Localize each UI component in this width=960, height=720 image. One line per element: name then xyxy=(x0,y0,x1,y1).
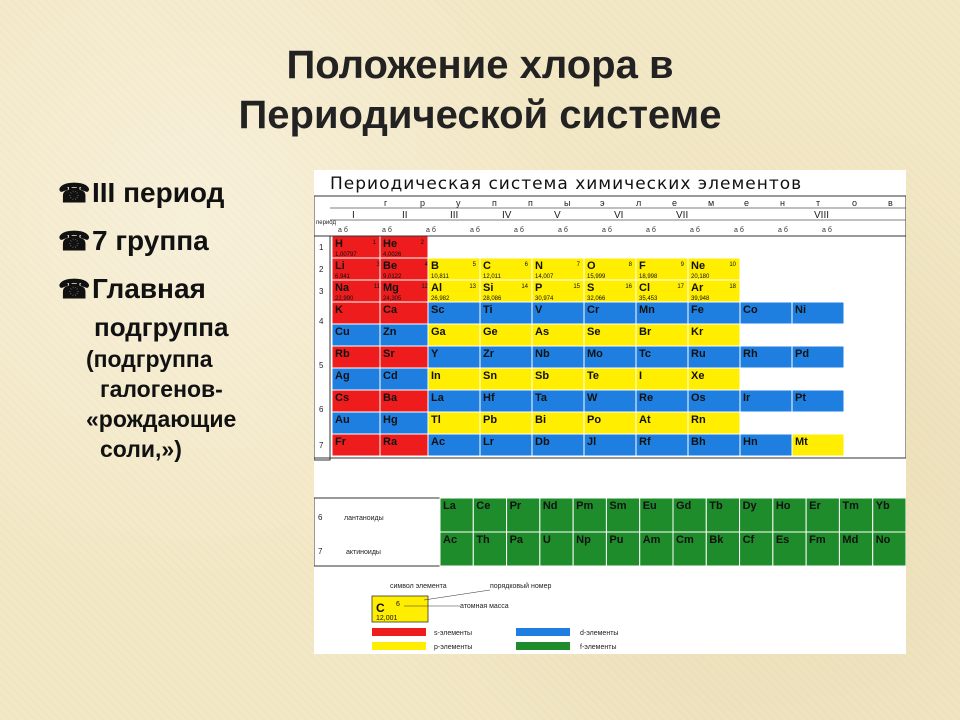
header-letter: т xyxy=(816,198,821,208)
element-symbol: He xyxy=(383,238,398,250)
element-mass: 4,0026 xyxy=(383,252,402,258)
bullet-subgroup: ☎ Главная xyxy=(58,273,206,304)
element-symbol: V xyxy=(535,304,543,316)
element-symbol: Tc xyxy=(639,348,652,360)
element-symbol: Ne xyxy=(691,260,706,272)
subgroup-letter: а б xyxy=(558,227,568,234)
header-letter: г xyxy=(384,198,388,208)
empty-space xyxy=(428,236,906,258)
element-symbol: Al xyxy=(431,282,442,294)
element-symbol: Hn xyxy=(743,436,758,448)
element-symbol: Rf xyxy=(639,436,651,448)
subgroup-letter: а б xyxy=(690,227,700,234)
element-mass: 14,007 xyxy=(535,274,554,280)
element-symbol: Gd xyxy=(676,500,692,512)
header-letter: м xyxy=(708,198,715,208)
lanthanides-label: лантаноиды xyxy=(344,515,384,522)
element-number: 17 xyxy=(677,284,684,290)
element-number: 18 xyxy=(729,284,736,290)
header-letter: р xyxy=(420,198,426,208)
element-symbol: Cs xyxy=(335,392,350,404)
header-letter: п xyxy=(528,198,533,208)
element-symbol: Nb xyxy=(535,348,550,360)
element-number: 8 xyxy=(628,262,632,268)
legend-pointer xyxy=(424,590,490,600)
header-letter: л xyxy=(636,198,642,208)
element-symbol: Yb xyxy=(875,500,890,512)
telephone-icon: ☎ xyxy=(58,274,91,304)
element-symbol: Cf xyxy=(742,534,755,546)
element-symbol: Pt xyxy=(795,392,806,404)
header-letter: е xyxy=(672,198,678,208)
telephone-icon: ☎ xyxy=(58,226,91,256)
sub-bullet-line-1: (подгруппа xyxy=(86,346,213,372)
element-symbol: Pd xyxy=(795,348,810,360)
element-mass: 26,982 xyxy=(431,296,450,302)
element-symbol: Ac xyxy=(443,534,458,546)
element-symbol: Ir xyxy=(743,392,751,404)
element-symbol: S xyxy=(587,282,595,294)
element-symbol: Ta xyxy=(535,392,548,404)
element-symbol: Sn xyxy=(483,370,498,382)
period-number: 1 xyxy=(319,243,324,252)
period-header: период xyxy=(316,220,336,226)
element-number: 12 xyxy=(421,284,428,290)
element-symbol: O xyxy=(587,260,596,272)
element-symbol: Ag xyxy=(335,370,350,382)
subgroup-letter: а б xyxy=(426,227,436,234)
legend-s-label: s-элементы xyxy=(434,630,473,637)
header-letter: о xyxy=(852,198,858,208)
element-symbol: Pu xyxy=(609,534,624,546)
legend-p-swatch xyxy=(372,642,426,650)
group-numeral: V xyxy=(554,210,561,221)
legend-f-swatch xyxy=(516,642,570,650)
sub-bullet-line-2: галогенов- xyxy=(100,376,223,402)
element-number: 15 xyxy=(573,284,580,290)
element-mass: 32,066 xyxy=(587,296,606,302)
header-letter: ы xyxy=(564,198,571,208)
element-symbol: Si xyxy=(483,282,494,294)
element-symbol: U xyxy=(542,534,551,546)
legend-p-label: p-элементы xyxy=(434,644,473,651)
element-mass: 39,948 xyxy=(691,296,710,302)
element-mass: 1,00797 xyxy=(335,252,357,258)
element-symbol: Er xyxy=(809,500,821,512)
subgroup-letter: а б xyxy=(338,227,348,234)
legend-d-swatch xyxy=(516,628,570,636)
element-symbol: As xyxy=(535,326,550,338)
element-symbol: Cm xyxy=(676,534,694,546)
element-symbol: H xyxy=(335,238,343,250)
element-number: 14 xyxy=(521,284,528,290)
element-symbol: Fr xyxy=(335,436,346,448)
element-symbol: Sr xyxy=(383,348,395,360)
subgroup-letter: а б xyxy=(514,227,524,234)
element-symbol: Pb xyxy=(483,414,498,426)
legend-sample-mass: 12,001 xyxy=(376,615,398,622)
element-symbol: I xyxy=(639,370,643,382)
subgroup-letter: а б xyxy=(646,227,656,234)
element-symbol: Ce xyxy=(476,500,491,512)
element-symbol: Sm xyxy=(609,500,627,512)
element-symbol: Bk xyxy=(709,534,724,546)
element-symbol: Th xyxy=(476,534,490,546)
element-symbol: Pa xyxy=(509,534,524,546)
element-symbol: Sb xyxy=(535,370,550,382)
element-symbol: Na xyxy=(335,282,350,294)
element-cell xyxy=(636,368,688,390)
element-symbol: Ge xyxy=(483,326,498,338)
element-symbol: K xyxy=(335,304,343,316)
element-mass: 30,974 xyxy=(535,296,554,302)
element-mass: 22,990 xyxy=(335,296,354,302)
element-symbol: Db xyxy=(535,436,550,448)
header-letter: у xyxy=(456,198,461,208)
title-line-2: Периодической системе xyxy=(238,93,722,137)
element-mass: 28,086 xyxy=(483,296,502,302)
header-letter: в xyxy=(888,198,893,208)
element-symbol: Ba xyxy=(383,392,398,404)
group-numeral: VI xyxy=(614,210,624,221)
element-symbol: Te xyxy=(587,370,600,382)
element-mass: 35,453 xyxy=(639,296,658,302)
element-symbol: Bi xyxy=(535,414,546,426)
element-symbol: Cl xyxy=(639,282,650,294)
element-symbol: Mn xyxy=(639,304,655,316)
element-mass: 6,941 xyxy=(335,274,351,280)
subgroup-letter: а б xyxy=(602,227,612,234)
element-symbol: Ar xyxy=(691,282,704,294)
period-number: 2 xyxy=(319,265,324,274)
element-mass: 9,0122 xyxy=(383,274,402,280)
element-symbol: Xe xyxy=(691,370,705,382)
element-symbol: Rh xyxy=(743,348,758,360)
element-symbol: Ti xyxy=(483,304,493,316)
element-symbol: Pr xyxy=(509,500,522,512)
element-symbol: Zn xyxy=(383,326,397,338)
element-symbol: Ac xyxy=(431,436,446,448)
element-symbol: Md xyxy=(842,534,859,546)
element-symbol: Rn xyxy=(691,414,706,426)
element-mass: 12,011 xyxy=(483,274,501,280)
subgroup-letter: а б xyxy=(778,227,788,234)
header-letter: н xyxy=(780,198,785,208)
element-symbol: No xyxy=(875,534,891,546)
element-symbol: Se xyxy=(587,326,601,338)
bullet-subgroup-line: подгруппа xyxy=(94,312,229,342)
element-symbol: Jl xyxy=(587,436,597,448)
header-letter: э xyxy=(600,198,605,208)
element-symbol: Ni xyxy=(795,304,806,316)
element-symbol: Mt xyxy=(795,436,808,448)
element-symbol: B xyxy=(431,260,439,272)
element-symbol: La xyxy=(431,392,444,404)
group-numeral: VII xyxy=(676,210,689,221)
element-symbol: Os xyxy=(691,392,706,404)
period-number: 7 xyxy=(319,441,324,450)
element-number: 2 xyxy=(420,240,424,246)
element-symbol: Tl xyxy=(431,414,441,426)
element-symbol: Am xyxy=(642,534,661,546)
element-symbol: Np xyxy=(576,534,591,546)
element-symbol: Fe xyxy=(691,304,704,316)
element-mass: 10,811 xyxy=(431,274,449,280)
subgroup-letter: а б xyxy=(734,227,744,234)
element-symbol: Li xyxy=(335,260,345,272)
element-symbol: Cr xyxy=(587,304,600,316)
actinides-label: актиноиды xyxy=(346,549,381,556)
element-symbol: Po xyxy=(587,414,602,426)
element-number: 5 xyxy=(472,262,476,268)
element-mass: 20,180 xyxy=(691,274,710,280)
element-symbol: Sc xyxy=(431,304,445,316)
element-symbol: Ru xyxy=(691,348,706,360)
legend-symbol-label: символ элемента xyxy=(390,583,447,590)
legend-sample-number: 6 xyxy=(396,601,400,608)
period-number: 5 xyxy=(319,361,324,370)
bullet-list xyxy=(58,176,308,462)
element-symbol: Ra xyxy=(383,436,398,448)
element-symbol: At xyxy=(639,414,651,426)
f-period: 6 xyxy=(318,513,323,522)
legend-sample-symbol: C xyxy=(376,601,385,615)
subgroup-letter: а б xyxy=(382,227,392,234)
legend-mass-label: атомная масса xyxy=(460,603,509,610)
element-symbol: Re xyxy=(639,392,654,404)
header-letter: п xyxy=(492,198,497,208)
sub-bullet-line-4: соли,») xyxy=(100,436,182,462)
element-symbol: Ho xyxy=(775,500,791,512)
element-number: 4 xyxy=(424,262,428,268)
header-letter: е xyxy=(744,198,750,208)
element-number: 1 xyxy=(372,240,376,246)
legend-f-label: f-элементы xyxy=(580,644,617,651)
subgroup-letter: а б xyxy=(822,227,832,234)
subgroup-letter: а б xyxy=(470,227,480,234)
title-line-1: Положение хлора в xyxy=(286,43,674,87)
element-symbol: Ca xyxy=(383,304,398,316)
bullet-period: ☎ III период xyxy=(58,177,225,208)
telephone-icon: ☎ xyxy=(58,178,91,208)
element-symbol: P xyxy=(535,282,543,294)
legend-number-label: порядковый номер xyxy=(490,583,552,590)
legend-s-swatch xyxy=(372,628,426,636)
element-number: 9 xyxy=(680,262,684,268)
period-number: 4 xyxy=(319,317,324,326)
element-symbol: Au xyxy=(335,414,350,426)
sub-bullet-line-3: «рождающие xyxy=(86,406,237,432)
legend-d-label: d-элементы xyxy=(580,630,619,637)
element-number: 3 xyxy=(376,262,380,268)
element-mass: 18,998 xyxy=(639,274,658,280)
element-symbol: Be xyxy=(383,260,398,272)
element-symbol: Eu xyxy=(642,500,657,512)
element-symbol: Lr xyxy=(483,436,494,448)
period-number: 6 xyxy=(319,405,324,414)
element-symbol: Rb xyxy=(335,348,350,360)
element-symbol: Mg xyxy=(383,282,399,294)
element-symbol: La xyxy=(443,500,456,512)
element-number: 11 xyxy=(373,284,380,290)
group-numeral: I xyxy=(352,210,355,221)
periodic-table-svg xyxy=(314,170,906,654)
periodic-table-image xyxy=(314,170,906,654)
element-symbol: Pm xyxy=(576,500,594,512)
group-numeral: III xyxy=(450,210,459,221)
element-number: 13 xyxy=(469,284,476,290)
element-symbol: Cd xyxy=(383,370,398,382)
element-symbol: Tm xyxy=(842,500,859,512)
period-number: 3 xyxy=(319,287,324,296)
element-symbol: Co xyxy=(743,304,758,316)
slide-title xyxy=(0,40,960,140)
element-symbol: Tb xyxy=(709,500,723,512)
element-symbol: Kr xyxy=(691,326,704,338)
element-symbol: Zr xyxy=(483,348,494,360)
group-numeral: II xyxy=(402,210,408,221)
element-symbol: Fm xyxy=(809,534,826,546)
element-symbol: Y xyxy=(431,348,439,360)
element-symbol: Mo xyxy=(587,348,603,360)
element-number: 7 xyxy=(576,262,580,268)
element-symbol: F xyxy=(639,260,646,272)
group-numeral: VIII xyxy=(814,210,830,221)
element-symbol: Ga xyxy=(431,326,446,338)
element-symbol: C xyxy=(483,260,491,272)
element-symbol: Br xyxy=(639,326,652,338)
element-symbol: In xyxy=(431,370,441,382)
element-number: 16 xyxy=(625,284,632,290)
element-symbol: N xyxy=(535,260,543,272)
element-symbol: Cu xyxy=(335,326,350,338)
element-symbol: W xyxy=(587,392,598,404)
element-number: 6 xyxy=(524,262,528,268)
element-symbol: Hf xyxy=(483,392,495,404)
element-symbol: Bh xyxy=(691,436,706,448)
element-symbol: Nd xyxy=(542,500,558,512)
element-symbol: Hg xyxy=(383,414,398,426)
element-mass: 15,999 xyxy=(587,274,606,280)
periodic-table-title: Периодическая система химических элементов xyxy=(330,174,803,194)
f-period: 7 xyxy=(318,547,323,556)
bullet-group: ☎ 7 группа xyxy=(58,225,209,256)
element-number: 10 xyxy=(729,262,736,268)
element-symbol: Dy xyxy=(742,500,757,512)
element-symbol: Es xyxy=(775,534,790,546)
element-mass: 24,305 xyxy=(383,296,402,302)
group-numeral: IV xyxy=(502,210,512,221)
